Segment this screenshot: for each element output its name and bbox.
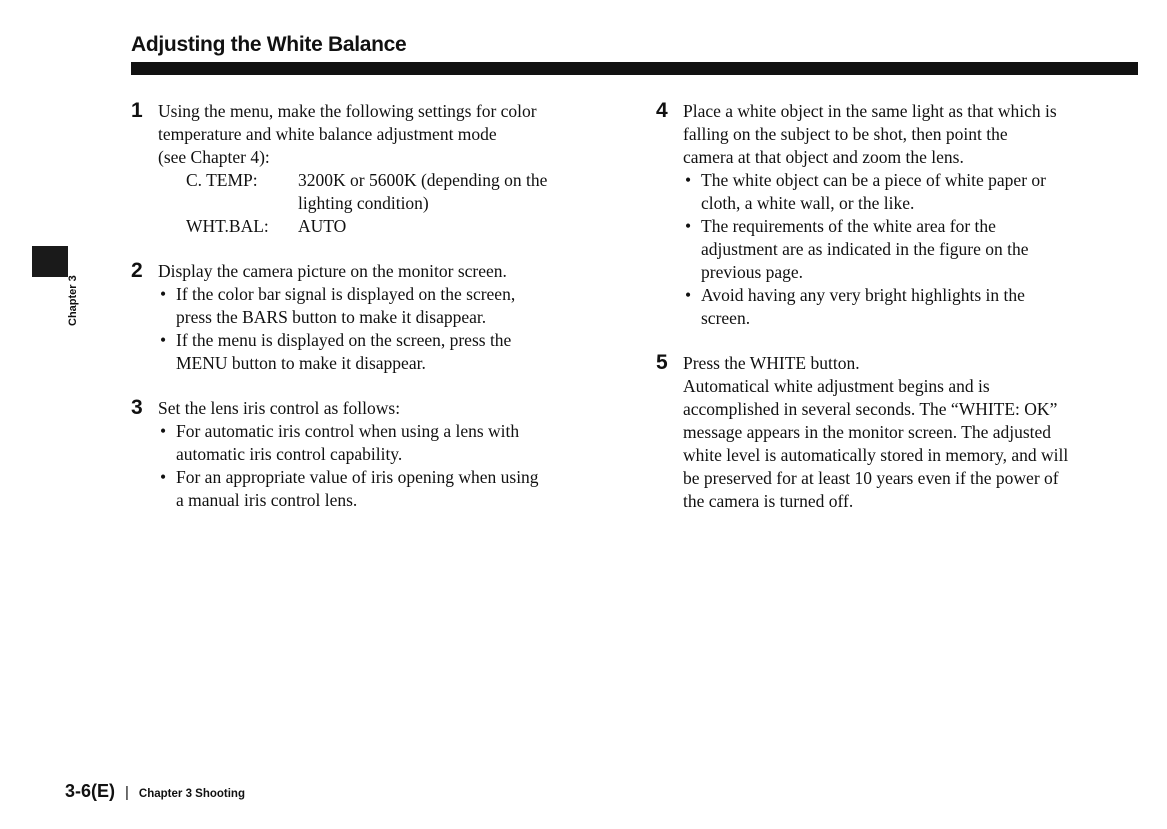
setting-value-line: 3200K or 5600K (depending on the (298, 170, 548, 190)
bullet-line: screen. (701, 308, 751, 328)
step-text-line: white level is automatically stored in memory, and will (683, 445, 1069, 465)
bullet-item (683, 284, 1140, 330)
title-rule (131, 62, 1138, 75)
step-text-line: temperature and white balance adjustment mode (158, 124, 497, 144)
bullet-icon: • (160, 284, 167, 304)
bullet-icon: • (160, 330, 167, 350)
step-number: 5 (656, 351, 668, 374)
bullet-item (683, 169, 1140, 215)
chapter-tab-marker (32, 246, 68, 277)
bullet-line: cloth, a white wall, or the like. (701, 193, 915, 213)
page-footer (65, 781, 245, 802)
step-3 (131, 397, 611, 512)
bullet-line: a manual iris control lens. (176, 490, 358, 510)
bullet-item (683, 215, 1140, 284)
setting-value (298, 169, 547, 215)
step-text-line: Set the lens iris control as follows: (158, 398, 401, 418)
bullet-item (158, 329, 611, 375)
footer-separator: | (125, 784, 129, 801)
step-2 (131, 260, 611, 375)
step-text-line: message appears in the monitor screen. The adjusted (683, 422, 1052, 442)
step-text-line: camera at that object and zoom the lens. (683, 147, 964, 167)
step-text-line: falling on the subject to be shot, then point the (683, 124, 1008, 144)
bullet-icon: • (685, 170, 692, 190)
step-text-line: Display the camera picture on the monitor screen. (158, 261, 507, 281)
step-text-line: be preserved for at least 10 years even if the power of (683, 468, 1059, 488)
step-1 (131, 100, 611, 238)
setting-value-line: AUTO (298, 216, 347, 236)
bullet-line: If the menu is displayed on the screen, press the (176, 330, 512, 350)
bullet-item (158, 466, 611, 512)
step-text-line: Automatical white adjustment begins and is (683, 376, 990, 396)
bullet-line: For an appropriate value of iris opening when using (176, 467, 539, 487)
setting-value (298, 215, 346, 238)
step-text-line: the camera is turned off. (683, 491, 854, 511)
bullet-line: For automatic iris control when using a lens with (176, 421, 520, 441)
setting-row (186, 215, 611, 238)
right-column (656, 100, 1140, 535)
step-text-line: (see Chapter 4): (158, 147, 270, 167)
setting-value-line: lighting condition) (298, 193, 429, 213)
step-text-line: accomplished in several seconds. The “WHITE: OK” (683, 399, 1058, 419)
bullet-item (158, 420, 611, 466)
step-number: 1 (131, 99, 143, 122)
bullet-line: Avoid having any very bright highlights in the (701, 285, 1025, 305)
step-text-line: Using the menu, make the following settings for color (158, 101, 537, 121)
step-4 (656, 100, 1140, 330)
bullet-icon: • (685, 216, 692, 236)
bullet-line: If the color bar signal is displayed on the screen, (176, 284, 516, 304)
step-number: 4 (656, 99, 668, 122)
bullet-line: previous page. (701, 262, 804, 282)
bullet-line: The white object can be a piece of white paper or (701, 170, 1046, 190)
bullet-line: MENU button to make it disappear. (176, 353, 426, 373)
chapter-side-label: Chapter 3 (67, 275, 79, 326)
bullet-line: adjustment are as indicated in the figure on the (701, 239, 1029, 259)
bullet-icon: • (160, 421, 167, 441)
bullet-line: The requirements of the white area for the (701, 216, 996, 236)
bullet-icon: • (685, 285, 692, 305)
setting-key: C. TEMP: (186, 170, 258, 190)
step-5 (656, 352, 1140, 513)
page-title: Adjusting the White Balance (131, 33, 407, 56)
footer-chapter-label: Chapter 3 Shooting (138, 788, 245, 800)
bullet-line: press the BARS button to make it disappear. (176, 307, 487, 327)
setting-row (186, 169, 611, 215)
bullet-icon: • (160, 467, 167, 487)
setting-key: WHT.BAL: (186, 216, 269, 236)
bullet-item (158, 283, 611, 329)
settings-table (186, 169, 611, 238)
step-number: 3 (131, 396, 143, 419)
left-column (131, 100, 611, 534)
step-text-line: Press the WHITE button. (683, 353, 860, 373)
page-number: 3-6(E) (65, 781, 116, 801)
step-text-line: Place a white object in the same light as that which is (683, 101, 1057, 121)
bullet-line: automatic iris control capability. (176, 444, 403, 464)
step-number: 2 (131, 259, 143, 282)
